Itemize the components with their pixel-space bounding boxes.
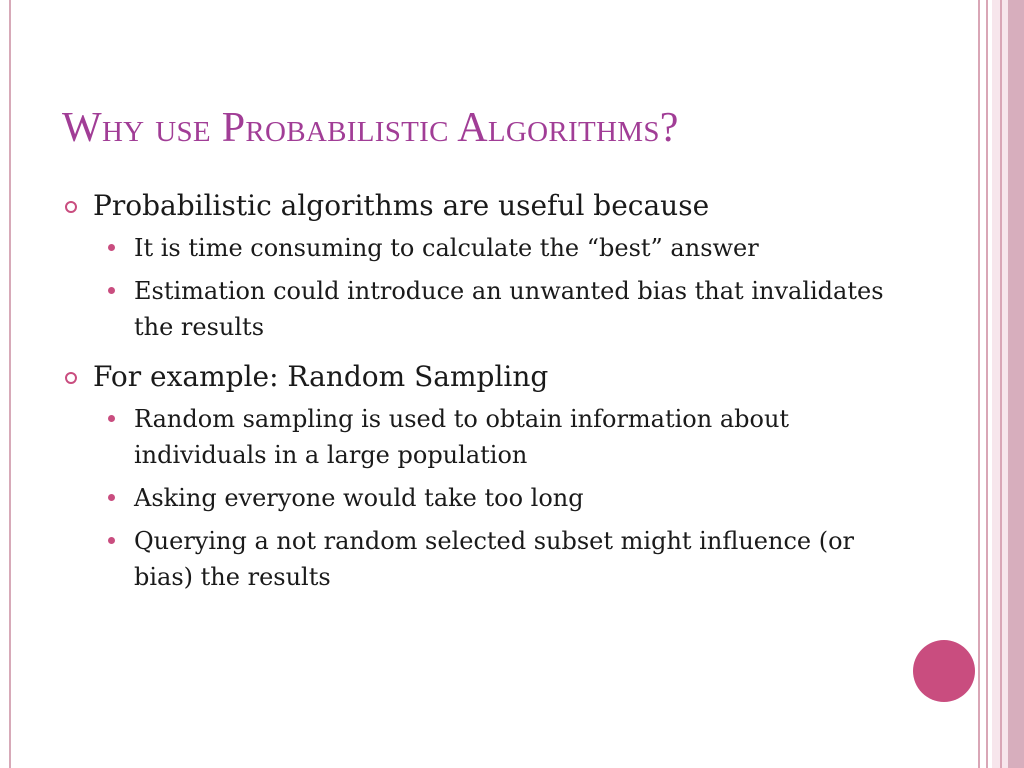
bullet-level2 xyxy=(62,401,892,473)
dot-bullet-icon xyxy=(108,244,115,251)
dot-bullet-icon xyxy=(108,537,115,544)
sub-bullet-text: Querying a not random selected subset might influence (or bias) the results xyxy=(134,527,854,591)
slide-body xyxy=(62,188,892,609)
ring-bullet-icon xyxy=(65,372,77,384)
dot-bullet-icon xyxy=(108,415,115,422)
bullet-level1 xyxy=(62,188,892,224)
ring-bullet-icon xyxy=(65,201,77,213)
sub-bullet-text: Asking everyone would take too long xyxy=(134,484,584,512)
stripe xyxy=(986,0,988,768)
sub-bullet-text: Random sampling is used to obtain information about individuals in a large population xyxy=(134,405,790,469)
sub-bullet-text: Estimation could introduce an unwanted bias that invalidates the results xyxy=(134,277,884,341)
bullet-level1 xyxy=(62,359,892,395)
bullet-level2 xyxy=(62,523,892,595)
sub-bullet-list xyxy=(62,401,892,595)
bullet-level2 xyxy=(62,273,892,345)
stripe xyxy=(1000,0,1002,768)
bullet-level2 xyxy=(62,230,892,266)
right-decorative-stripes xyxy=(978,0,1024,768)
bullet-text: For example: Random Sampling xyxy=(93,360,549,393)
left-border-rule xyxy=(9,0,11,768)
sub-bullet-list xyxy=(62,230,892,345)
dot-bullet-icon xyxy=(108,287,115,294)
accent-circle-decoration xyxy=(913,640,975,702)
bullet-level2 xyxy=(62,480,892,516)
stripe xyxy=(978,0,980,768)
bullet-text: Probabilistic algorithms are useful because xyxy=(93,189,710,222)
dot-bullet-icon xyxy=(108,494,115,501)
slide-title: Why use Probabilistic Algorithms? xyxy=(62,105,679,151)
sub-bullet-text: It is time consuming to calculate the “best” answer xyxy=(134,234,759,262)
stripe xyxy=(1008,0,1024,768)
